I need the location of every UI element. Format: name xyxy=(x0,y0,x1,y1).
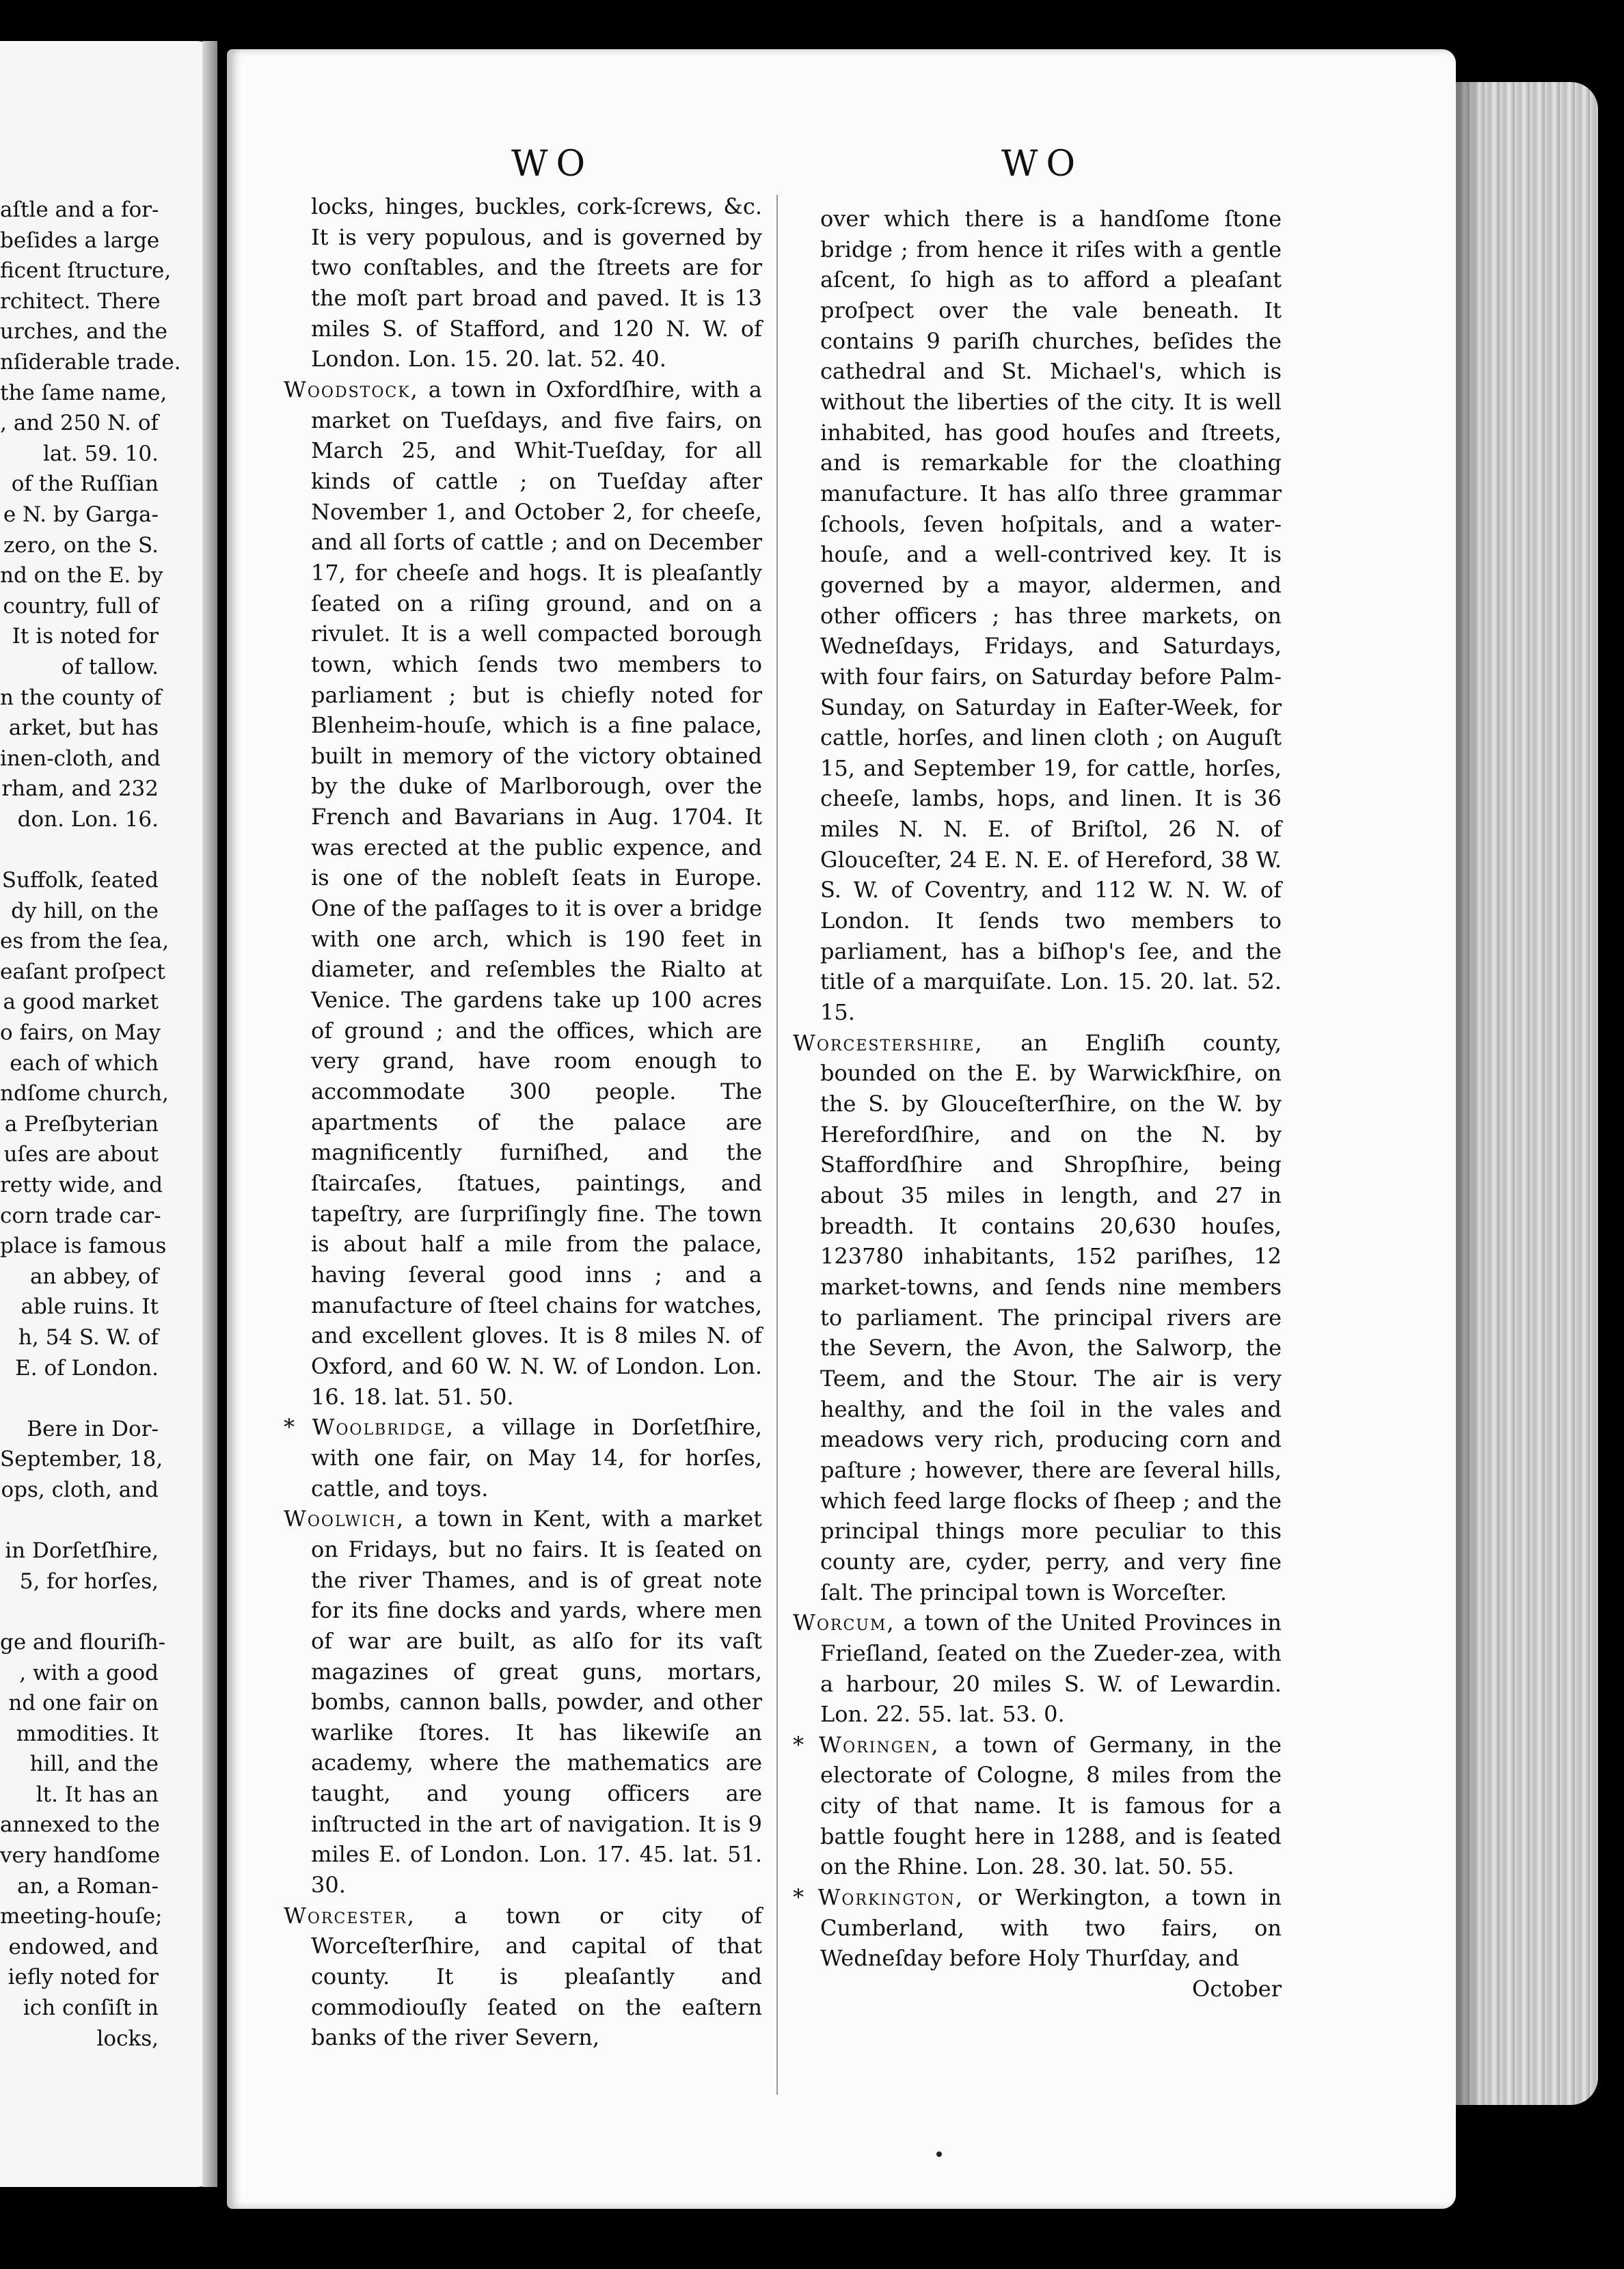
left-page-line: ops, cloth, and xyxy=(1,1477,159,1502)
left-page-line: rham, and 232 xyxy=(1,776,159,802)
catchword: October xyxy=(1192,1976,1282,2002)
left-page-line xyxy=(0,1383,159,1414)
left-page-line: able ruins. It xyxy=(21,1294,159,1320)
left-page-line: nſiderable trade. xyxy=(0,349,181,375)
left-page-line: ge and flouriſh- xyxy=(0,1629,166,1655)
left-page-line: lt. It has an xyxy=(36,1782,159,1807)
left-page-line: the ſame name, xyxy=(0,380,167,405)
left-page xyxy=(0,41,217,2187)
column-right xyxy=(793,204,1282,2005)
entry xyxy=(793,1882,1282,1974)
left-page-line: meeting-houſe; xyxy=(0,1904,163,1929)
left-page-line: lat. 59. 10. xyxy=(42,441,159,466)
left-page-line: September, 18, xyxy=(0,1447,163,1472)
left-page-line: , with a good xyxy=(19,1660,159,1685)
left-page-line: in Dorſetſhire, xyxy=(5,1538,159,1564)
left-page-line: h, 54 S. W. of xyxy=(18,1324,159,1350)
running-head-left: WO xyxy=(511,144,594,185)
left-page-line: annexed to the xyxy=(0,1812,161,1838)
entry xyxy=(284,1901,762,2053)
entry-headword: Worcester, xyxy=(284,1902,416,1929)
left-page-line: aſtle and a for- xyxy=(0,198,159,222)
left-page-line: retty wide, and xyxy=(0,1173,163,1197)
left-page-line: urches, and the xyxy=(0,319,167,344)
left-page-line: an, a Roman- xyxy=(17,1873,159,1899)
left-page-line: o fairs, on May xyxy=(0,1020,161,1046)
left-page-line: place is famous xyxy=(0,1234,167,1259)
left-page-line: 5, for horſes, xyxy=(19,1568,159,1594)
column-left-opening: locks, hinges, buckles, cork-ſcrews, &c. It is very populous, and is governed by two conſtables, and the ſtreets are for the moſt part broad and paved. It is 13 miles S. of Stafford, and 120 N. W. of London. Lon. 15. 20. lat. 52. 40. xyxy=(311,193,762,372)
left-page-line: eaſant proſpect xyxy=(0,959,165,984)
entry-headword: Workington, xyxy=(817,1884,964,1911)
left-page-line: locks, xyxy=(96,2026,159,2051)
entry-text: a town of the United Provinces in Frieſland, ſeated on the Zueder-zea, with a harbour, 20 miles S. W. of Lewardin. Lon. 22. 55. lat. 53. 0. xyxy=(820,1609,1282,1728)
left-page-line: zero, on the S. xyxy=(3,532,159,558)
entry-marker: * xyxy=(793,1884,818,1911)
left-page-line xyxy=(0,1597,159,1627)
left-page-line xyxy=(0,1506,159,1536)
left-page-line: a good market xyxy=(3,990,159,1015)
left-page-gutter xyxy=(202,41,217,2187)
left-page-line: It is noted for xyxy=(12,624,159,649)
column-rule xyxy=(776,195,778,2095)
entry-text: a town in Oxfordſhire, with a market on Tueſdays, and five fairs, on March 25, and Whit-Tueſday, for all kinds of cattle ; on Tueſday after November 1, and October 2, for cheeſe, and all ſorts of cattle ; and on December 17, for cheeſe and hogs. It is pleaſantly ſeated on a riſing ground, and on a rivulet. It is a well compacted borough town, which ſends two members to parliament ; but is chiefly noted for Blenheim-houſe, which is a fine palace, built in memory of the victory obtained by the duke of Marlborough, over the French and Bavarians in Aug. 1704. It was erected at the public expence, and is one of the nobleſt ſeats in Europe. One of the paſſages to it is over a bridge with one arch, which is 190 feet in diameter, and reſembles the Rialto at Venice. The gardens take up 100 acres of ground ; and the offices, which are very grand, have room enough to accommodate 300 people. The apartments of the palace are magnificently furniſhed, and the ſtaircaſes, ſtatues, paintings, and tapeſtry, are ſurpriſingly fine. The town is about half a mile from the palace, having ſeveral good inns ; and a manufacture of ſteel chains for watches, and excellent gloves. It is 8 miles N. of Oxford, and 60 W. N. W. of London. Lon. 16. 18. lat. 51. 50. xyxy=(311,376,762,1410)
entry-headword: Woolwich, xyxy=(284,1506,405,1532)
entry-headword: Woolbridge, xyxy=(312,1414,455,1441)
entry xyxy=(793,1028,1282,1607)
entry-headword: Woringen, xyxy=(819,1731,940,1758)
left-page-line: nd one fair on xyxy=(8,1691,159,1716)
left-page-line: beſides a large xyxy=(0,228,160,253)
left-page-line: dy hill, on the xyxy=(11,898,159,923)
entry-headword: Worcestershire, xyxy=(793,1029,984,1056)
entry xyxy=(284,375,762,1412)
left-page-line: uſes are about xyxy=(3,1142,159,1167)
entry-text: or Werkington, a town in Cumberland, with two fairs, on Wedneſday before Holy Thurſday, and xyxy=(820,1884,1282,1972)
entry-headword: Woodstock, xyxy=(284,376,419,403)
left-page-line: very handſome xyxy=(0,1843,161,1869)
left-page-line: mmodities. It xyxy=(16,1721,159,1746)
left-page-line: Suffolk, ſeated xyxy=(1,868,159,893)
left-page-line: each of which xyxy=(10,1050,159,1076)
left-page-line: arket, but has xyxy=(8,716,159,741)
entry-marker: * xyxy=(793,1731,820,1758)
left-page-line: rchitect. There xyxy=(0,288,161,314)
running-head-right: WO xyxy=(1001,144,1084,185)
entry-text: a town or city of Worceſterſhire, and capital of that county. It is pleaſantly and commodiouſly ſeated on the eaſtern banks of the river Severn, xyxy=(311,1902,762,2051)
left-page-line: corn trade car- xyxy=(0,1203,161,1228)
entry-headword: Worcum, xyxy=(793,1609,895,1636)
left-page-line: n the county of xyxy=(0,685,162,710)
entry-text: a town in Kent, with a market on Fridays, but no fairs. It is ſeated on the river Thames, and is of great note for its fine docks and yards, where men of war are built, as alſo for its vaſt magazines of great guns, mortars, bombs, cannon balls, powder, and other warlike ſtores. It has likewiſe an academy, where the mathematics are taught, and young officers are inſtructed in the art of navigation. It is 9 miles E. of London. Lon. 17. 45. lat. 51. 30. xyxy=(311,1506,762,1899)
entry-text: an Engliſh county, bounded on the E. by Warwickſhire, on the S. by Glouceſterſhire, on the W. by Herefordſhire, and on the N. by Staffordſhire and Shropſhire, being about 35 miles in length, and 27 in breadth. It contains 20,630 houſes, 123780 inhabitants, 152 pariſhes, 12 market-towns, and ſends nine members to parliament. The principal rivers are the Severn, the Avon, the Salworp, the Teem, and the Stour. The air is very healthy, and the ſoil in the vales and meadows very rich, producing corn and paſture ; however, there are ſeveral hills, which feed large flocks of ſheep ; and the principal things more peculiar to this county are, cyder, perry, and very fine ſalt. The principal town is Worceſter. xyxy=(820,1029,1282,1605)
left-page-line: , and 250 N. of xyxy=(0,411,159,436)
left-page-line: don. Lon. 16. xyxy=(17,806,159,832)
left-page-line: nd on the E. by xyxy=(0,563,163,588)
entry xyxy=(284,1504,762,1901)
left-page-line: e N. by Garga- xyxy=(3,502,159,527)
entry-text: a town of Germany, in the electorate of Cologne, 8 miles from the city of that name. It is famous for a battle fought here in 1288, and is ſeated on the Rhine. Lon. 28. 30. lat. 50. 55. xyxy=(820,1731,1282,1880)
left-page-line: inen-cloth, and xyxy=(0,746,161,771)
left-page-line: an abbey, of xyxy=(29,1264,159,1289)
left-page-line: ich conſiſt in xyxy=(23,1996,159,2021)
column-right-opening: over which there is a handſome ſtone bridge ; from hence it riſes with a gentle aſcent, ſo high as to afford a pleaſant proſpect over the vale beneath. It contains 9 pariſh churches, beſides the cathedral and St. Michael's, which is without the liberties of the city. It is well inhabited, has good houſes and ſtreets, and is remarkable for the cloathing manufacture. It has alſo three grammar ſchools, ſeven hoſpitals, and a water-houſe, and a well-contrived key. It is governed by a mayor, aldermen, and other officers ; has three markets, on Wedneſdays, Fridays, and Saturdays, with four fairs, on Saturday before Palm-Sunday, on Saturday in Eaſter-Week, for cattle, horſes, and linen cloth ; on Auguſt 15, and September 19, for cattle, horſes, cheeſe, lambs, hops, and linen. It is 36 miles N. N. E. of Briſtol, 26 N. of Glouceſter, 24 E. N. E. of Hereford, 38 W. S. W. of Coventry, and 112 W. N. W. of London. It ſends two members to parliament, has a biſhop's ſee, and the title of a marquiſate. Lon. 15. 20. lat. 52. 15. xyxy=(820,206,1282,1026)
entry-marker: * xyxy=(284,1414,312,1441)
left-page-line: ficent ſtructure, xyxy=(0,258,172,284)
left-page-line: iefly noted for xyxy=(8,1965,159,1990)
left-page-line: of tallow. xyxy=(61,654,159,679)
left-page-text xyxy=(0,195,181,2054)
left-page-line: endowed, and xyxy=(8,1934,159,1959)
page-edges-shadow xyxy=(1454,82,1482,2105)
bottom-mark xyxy=(936,2151,942,2157)
entry xyxy=(284,1412,762,1504)
entry xyxy=(793,1730,1282,1882)
left-page-line: hill, and the xyxy=(29,1752,159,1777)
left-page-line: E. of London. xyxy=(15,1355,159,1381)
left-page-line: of the Ruſſian xyxy=(11,472,159,497)
left-page-line: a Preſbyterian xyxy=(4,1111,159,1137)
entry xyxy=(793,1607,1282,1730)
entry-text: a village in Dorſetſhire, with one fair, on May 14, for horſes, cattle, and toys. xyxy=(311,1414,763,1502)
left-page-line xyxy=(0,834,159,865)
left-page-line: ndſome church, xyxy=(0,1081,169,1106)
column-left xyxy=(284,191,762,2053)
left-page-line: Bere in Dor- xyxy=(27,1416,159,1441)
left-page-line: es from the ſea, xyxy=(0,929,170,954)
left-page-line: country, full of xyxy=(3,593,159,619)
